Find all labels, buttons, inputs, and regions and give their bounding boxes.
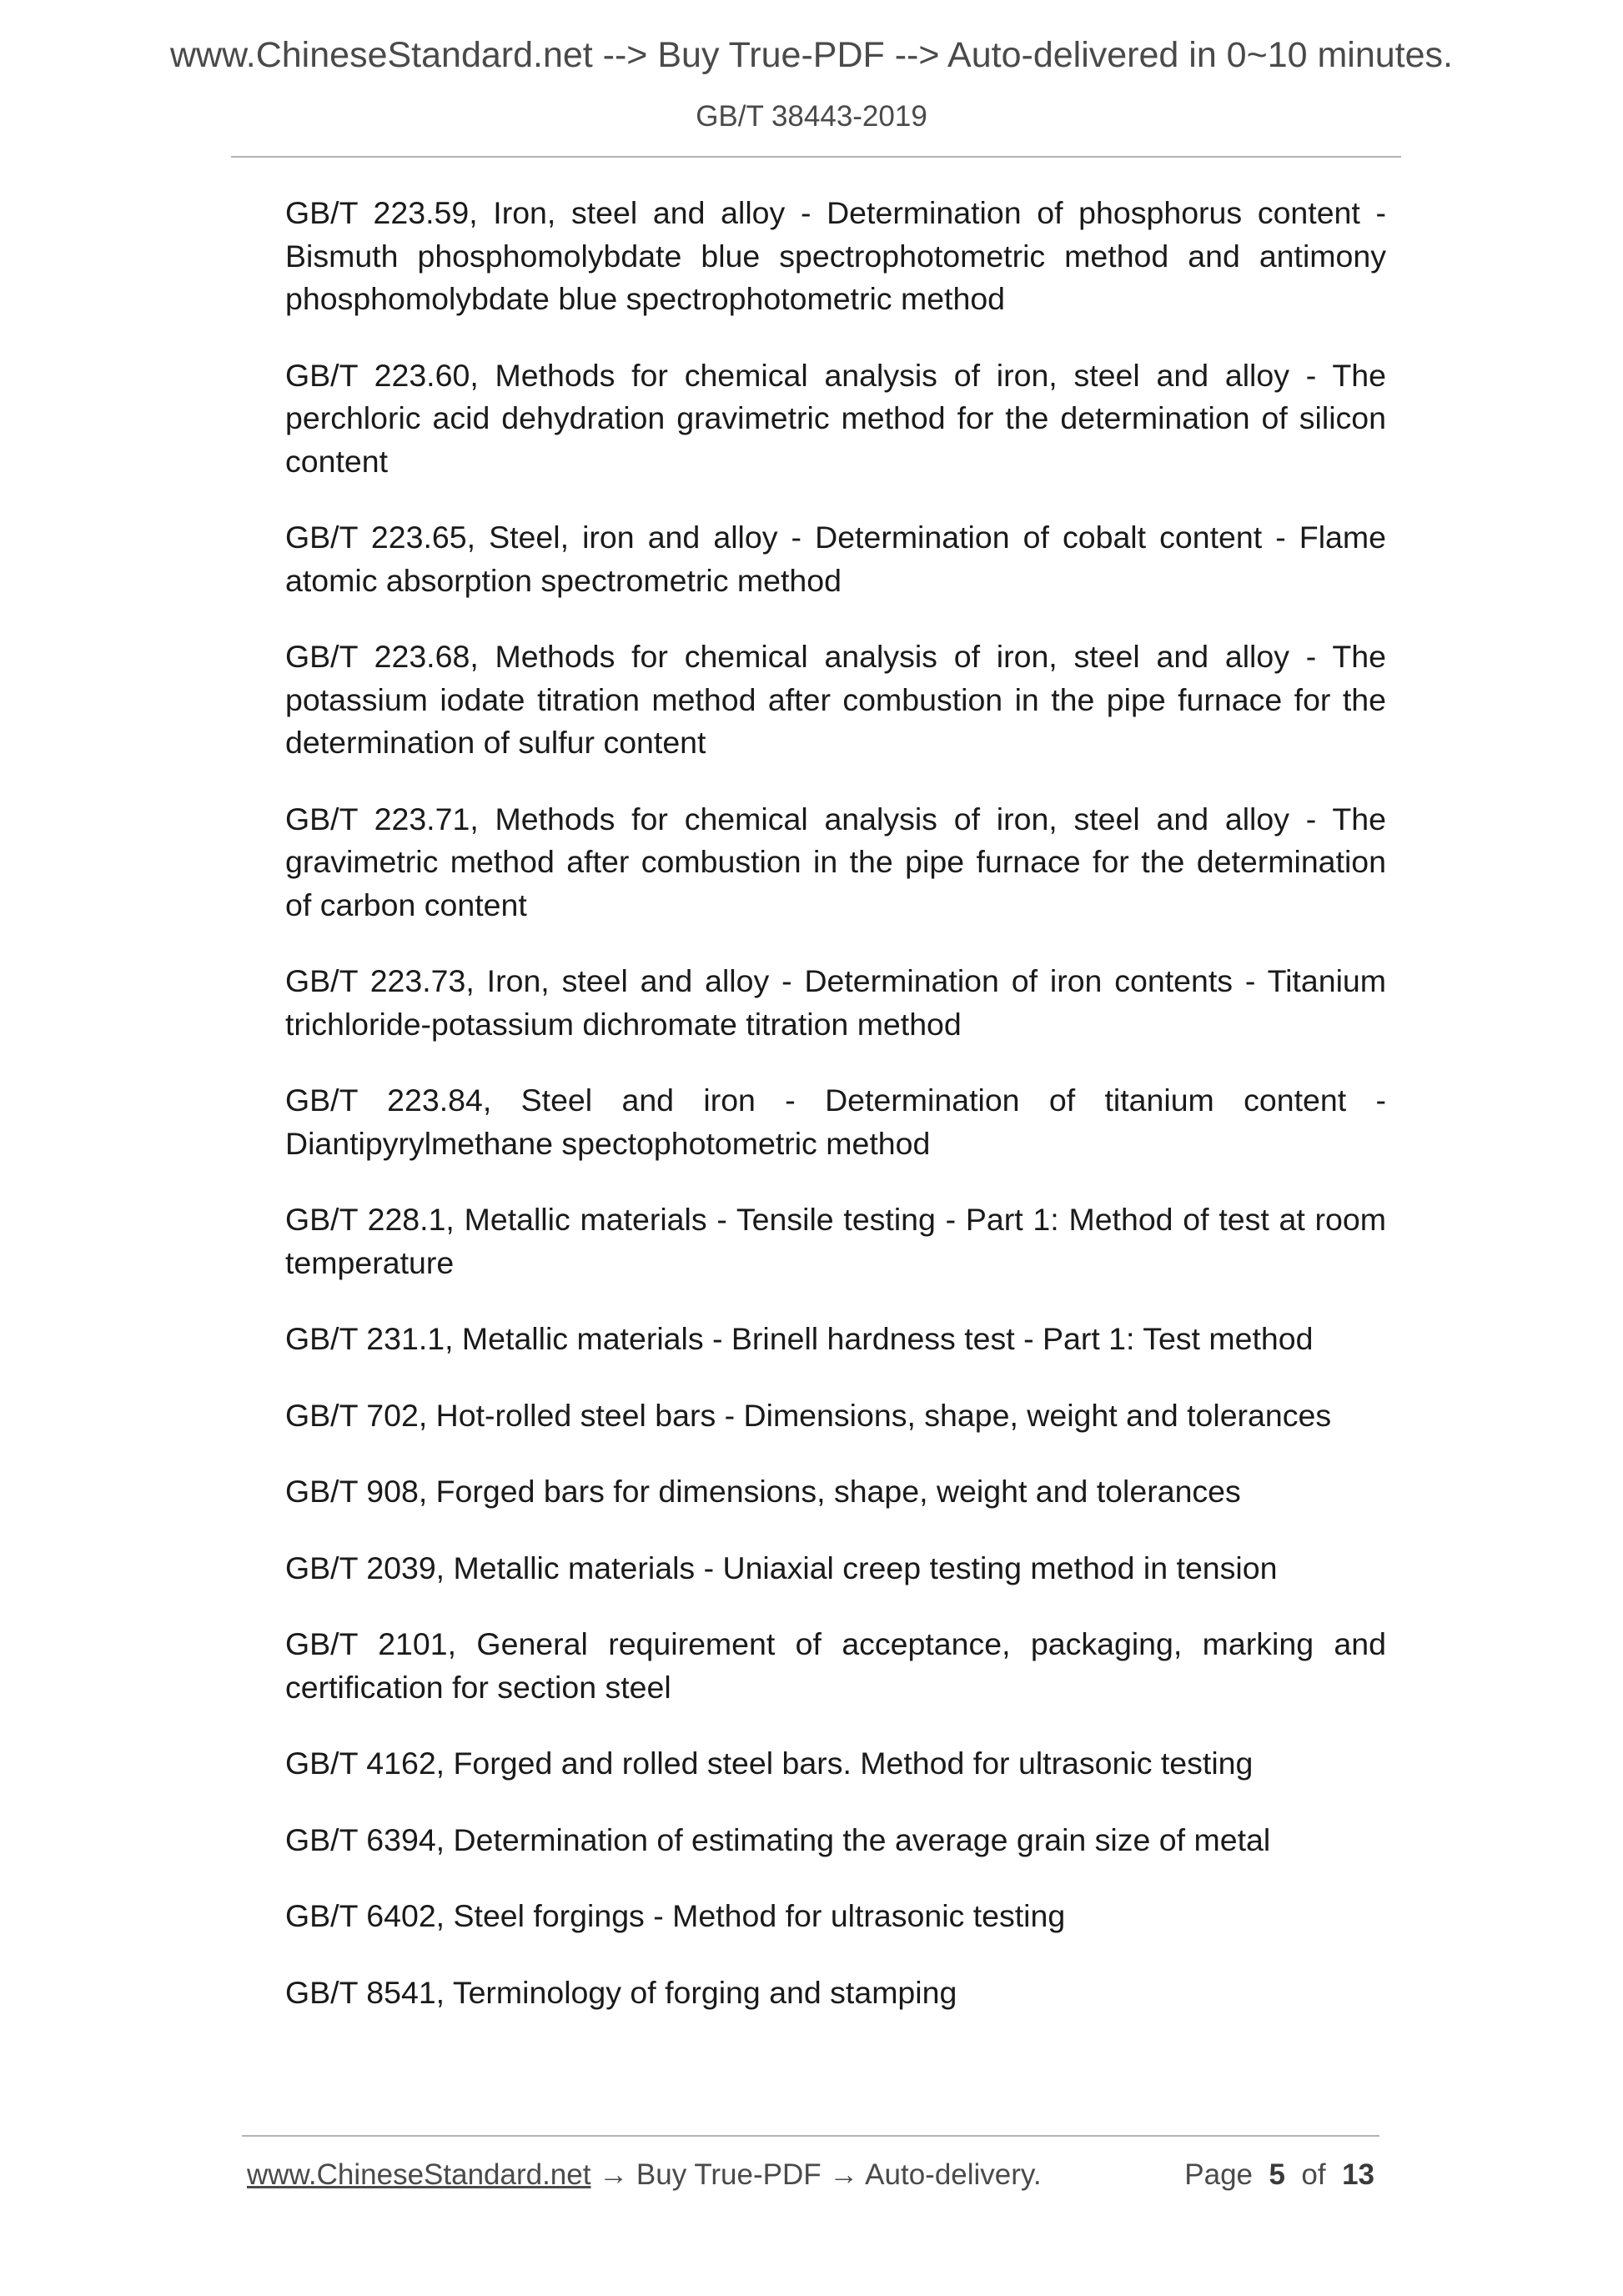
page-of-label: of (1301, 2158, 1326, 2191)
reference-item: GB/T 223.84, Steel and iron - Determination of titanium content - Diantipyrylmethane spectophotometric method (285, 1083, 1386, 1161)
footer-site-link[interactable]: www.ChineseStandard.net (247, 2158, 591, 2191)
reference-item: GB/T 2039, Metallic materials - Uniaxial creep testing method in tension (285, 1550, 1278, 1585)
footer-promo-text: → Buy True-PDF → Auto-delivery. (590, 2158, 1042, 2191)
reference-item: GB/T 223.68, Methods for chemical analysis of iron, steel and alloy - The potassium iodate titration method after combustion in the pipe furnace for the determination of sulfur content (285, 639, 1386, 760)
reference-item: GB/T 223.60, Methods for chemical analysis of iron, steel and alloy - The perchloric acid dehydration gravimetric method for the determination of silicon content (285, 357, 1386, 479)
page-indicator (1184, 2158, 1374, 2192)
reference-item: GB/T 223.65, Steel, iron and alloy - Determination of cobalt content - Flame atomic absorption spectrometric method (285, 520, 1386, 598)
reference-item: GB/T 231.1, Metallic materials - Brinell hardness test - Part 1: Test method (285, 1321, 1314, 1356)
reference-item: GB/T 4162, Forged and rolled steel bars. Method for ultrasonic testing (285, 1746, 1254, 1781)
reference-item: GB/T 6402, Steel forgings - Method for ultrasonic testing (285, 1898, 1066, 1933)
reference-item: GB/T 223.59, Iron, steel and alloy - Determination of phosphorus content - Bismuth phosphomolybdate blue spectrophotometric method and antimony phosphomolybdate blue spectrophotometric method (285, 195, 1386, 316)
normative-references-list (285, 192, 1386, 2047)
footer-promo (247, 2158, 1042, 2192)
top-banner: www.ChineseStandard.net --> Buy True-PDF --> Auto-delivered in 0~10 minutes. (169, 35, 1453, 75)
reference-item: GB/T 6394, Determination of estimating the average grain size of metal (285, 1821, 1271, 1857)
reference-item: GB/T 2101, General requirement of acceptance, packaging, marking and certification for section steel (285, 1626, 1386, 1705)
current-page-number: 5 (1269, 2158, 1285, 2191)
total-pages-number: 13 (1342, 2158, 1374, 2191)
header-divider (231, 156, 1401, 158)
document-code: GB/T 38443-2019 (696, 100, 927, 133)
reference-item: GB/T 8541, Terminology of forging and stamping (285, 1974, 957, 2010)
page-label: Page (1184, 2158, 1254, 2191)
reference-item: GB/T 223.73, Iron, steel and alloy - Determination of iron contents - Titanium trichloride-potassium dichromate titration method (285, 963, 1386, 1042)
reference-item: GB/T 223.71, Methods for chemical analysis of iron, steel and alloy - The gravimetric method after combustion in the pipe furnace for the determination of carbon content (285, 801, 1386, 922)
reference-item: GB/T 228.1, Metallic materials - Tensile testing - Part 1: Method of test at room temperature (285, 1202, 1386, 1280)
footer-divider (242, 2135, 1379, 2137)
reference-item: GB/T 702, Hot-rolled steel bars - Dimensions, shape, weight and tolerances (285, 1397, 1332, 1433)
reference-item: GB/T 908, Forged bars for dimensions, shape, weight and tolerances (285, 1474, 1241, 1509)
